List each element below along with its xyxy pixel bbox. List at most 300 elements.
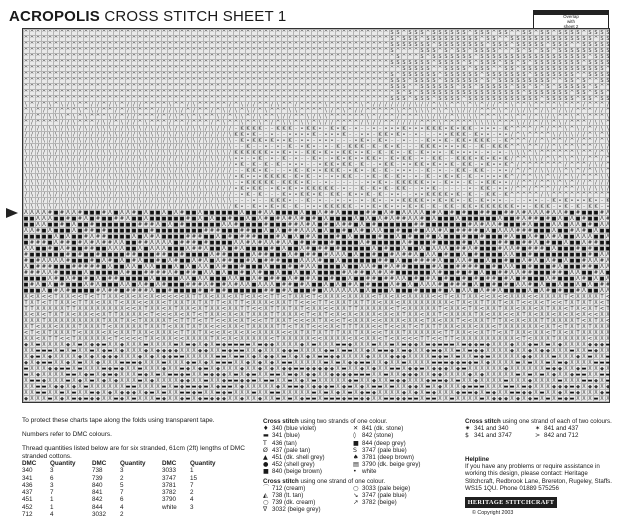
stitch-symbol: ^ — [78, 54, 82, 60]
stitch-symbol: ■ — [420, 234, 425, 240]
stitch-symbol: \ — [109, 186, 111, 192]
stitch-symbol: - — [271, 144, 273, 150]
stitch-symbol: / — [109, 168, 111, 174]
stitch-symbol: S — [564, 42, 567, 48]
stitch-symbol: / — [139, 192, 141, 198]
stitch-symbol: S — [414, 72, 417, 78]
stitch-symbol: < — [198, 318, 202, 324]
stitch-symbol: K — [282, 204, 286, 210]
stitch-symbol: K — [246, 144, 250, 150]
stitch-symbol: Λ — [396, 258, 400, 264]
stitch-symbol: ^ — [546, 102, 550, 108]
stitch-symbol: \ — [43, 204, 45, 210]
stitch-symbol: / — [595, 144, 597, 150]
stitch-symbol: ^ — [606, 156, 610, 162]
stitch-symbol: \ — [241, 120, 243, 126]
stitch-symbol: X — [108, 294, 112, 300]
stitch-symbol: • — [379, 204, 382, 210]
stitch-symbol: ^ — [300, 84, 304, 90]
stitch-symbol: / — [181, 198, 183, 204]
stitch-symbol: < — [36, 324, 40, 330]
stitch-symbol: ^ — [246, 48, 250, 54]
stitch-symbol: ■ — [366, 270, 371, 276]
stitch-symbol: Λ — [150, 240, 154, 246]
stitch-symbol: ■ — [330, 216, 335, 222]
stitch-symbol: K — [324, 186, 328, 192]
stitch-symbol: ^ — [504, 114, 508, 120]
stitch-symbol: ^ — [588, 192, 592, 198]
stitch-symbol: • — [475, 204, 478, 210]
stitch-symbol: S — [426, 72, 429, 78]
stitch-symbol: ^ — [306, 72, 310, 78]
stitch-symbol: T — [323, 312, 328, 318]
stitch-symbol: \ — [55, 126, 57, 132]
stitch-symbol: ^ — [264, 90, 268, 96]
stitch-symbol: X — [432, 306, 436, 312]
stitch-symbol: ■ — [282, 252, 287, 258]
stitch-symbol: ■ — [102, 270, 107, 276]
stitch-symbol: Λ — [348, 270, 352, 276]
stitch-symbol: # — [324, 210, 328, 216]
stitch-symbol: < — [456, 324, 460, 330]
stitch-symbol: / — [583, 168, 585, 174]
stitch-symbol: ■ — [174, 282, 179, 288]
stitch-symbol: \ — [223, 138, 225, 144]
stitch-symbol: K — [264, 162, 268, 168]
stitch-symbol: ■ — [174, 228, 179, 234]
stitch-symbol: Λ — [264, 210, 268, 216]
stitch-symbol: / — [427, 102, 429, 108]
stitch-symbol: ^ — [108, 30, 112, 36]
stitch-symbol: ■ — [246, 264, 251, 270]
stitch-symbol: < — [330, 312, 334, 318]
stitch-symbol: ■ — [492, 210, 497, 216]
stitch-symbol: ^ — [138, 120, 142, 126]
stitch-symbol: ^ — [264, 102, 268, 108]
stitch-symbol: Λ — [138, 258, 142, 264]
stitch-symbol: Λ — [42, 258, 46, 264]
stitch-symbol: ■ — [420, 288, 425, 294]
stitch-symbol: X — [522, 306, 526, 312]
stitch-symbol: S — [510, 60, 513, 66]
stitch-symbol: ^ — [510, 192, 514, 198]
stitch-symbol: ^ — [36, 84, 40, 90]
stitch-symbol: ^ — [234, 120, 238, 126]
stitch-symbol: Λ — [204, 282, 208, 288]
stitch-symbol: \ — [139, 156, 141, 162]
stitch-symbol: # — [492, 282, 496, 288]
stitch-symbol: T — [317, 300, 322, 306]
stitch-symbol: < — [336, 324, 340, 330]
stitch-symbol: ■ — [30, 276, 35, 282]
stitch-symbol: ■ — [324, 240, 329, 246]
stitch-symbol: S — [570, 84, 573, 90]
stitch-symbol: Λ — [492, 222, 496, 228]
stitch-symbol: • — [415, 192, 418, 198]
stitch-symbol: ^ — [546, 162, 550, 168]
stitch-symbol: Λ — [534, 210, 538, 216]
stitch-symbol: ^ — [156, 84, 160, 90]
stitch-symbol: \ — [343, 108, 345, 114]
stitch-symbol: # — [426, 258, 430, 264]
stitch-symbol: Λ — [36, 210, 40, 216]
stitch-symbol: # — [546, 288, 550, 294]
stitch-symbol: Λ — [162, 240, 166, 246]
stitch-symbol: X — [270, 324, 274, 330]
stitch-symbol: < — [174, 330, 178, 336]
stitch-symbol: ^ — [36, 30, 40, 36]
stitch-symbol: ^ — [300, 78, 304, 84]
stitch-symbol: \ — [193, 144, 195, 150]
stitch-symbol: # — [396, 282, 400, 288]
stitch-symbol: ■ — [456, 276, 461, 282]
stitch-symbol: ^ — [108, 78, 112, 84]
stitch-symbol: ^ — [204, 78, 208, 84]
stitch-symbol: ^ — [114, 54, 118, 60]
stitch-symbol: X — [492, 306, 496, 312]
stitch-symbol: \ — [565, 156, 567, 162]
stitch-symbol: ■ — [456, 222, 461, 228]
stitch-symbol: / — [211, 174, 213, 180]
stitch-symbol: ■ — [354, 264, 359, 270]
stitch-symbol: ^ — [216, 96, 220, 102]
stitch-symbol: Λ — [606, 264, 610, 270]
stitch-symbol: • — [445, 144, 448, 150]
stitch-symbol: ■ — [396, 246, 401, 252]
stitch-symbol: - — [439, 186, 441, 192]
stitch-symbol: Λ — [66, 276, 70, 282]
stitch-symbol: ^ — [330, 78, 334, 84]
stitch-symbol: Λ — [600, 270, 604, 276]
stitch-symbol: Λ — [156, 240, 160, 246]
stitch-symbol: ^ — [210, 30, 214, 36]
stitch-symbol: < — [582, 318, 586, 324]
stitch-symbol: K — [300, 192, 304, 198]
stitch-symbol: < — [552, 312, 556, 318]
stitch-symbol: ■ — [534, 270, 539, 276]
stitch-symbol: ■ — [498, 210, 503, 216]
stitch-symbol: K — [306, 168, 310, 174]
stitch-symbol: ■ — [138, 216, 143, 222]
stitch-symbol: \ — [217, 198, 219, 204]
stitch-symbol: X — [216, 312, 220, 318]
stitch-symbol: K — [468, 174, 472, 180]
stitch-symbol: ^ — [228, 66, 232, 72]
stitch-symbol: ^ — [540, 186, 544, 192]
stitch-symbol: \ — [553, 180, 555, 186]
stitch-symbol: ■ — [546, 228, 551, 234]
stitch-symbol: ^ — [60, 108, 64, 114]
stitch-symbol: • — [277, 138, 280, 144]
stitch-symbol: ^ — [126, 30, 130, 36]
stitch-symbol: • — [235, 174, 238, 180]
stitch-symbol: ^ — [216, 78, 220, 84]
stitch-symbol: • — [325, 132, 328, 138]
stitch-symbol: K — [342, 162, 346, 168]
stitch-symbol: X — [540, 294, 544, 300]
stitch-symbol: \ — [595, 162, 597, 168]
stitch-symbol: ^ — [336, 108, 340, 114]
stitch-symbol: ^ — [222, 60, 226, 66]
stitch-symbol: ■ — [546, 246, 551, 252]
stitch-symbol: K — [480, 156, 484, 162]
stitch-symbol: ■ — [234, 288, 239, 294]
stitch-symbol: / — [361, 120, 363, 126]
stitch-symbol: ^ — [42, 84, 46, 90]
stitch-symbol: ^ — [402, 114, 406, 120]
stitch-symbol: / — [529, 138, 531, 144]
stitch-symbol: # — [114, 216, 118, 222]
stitch-symbol: Λ — [42, 210, 46, 216]
stitch-symbol: # — [138, 288, 142, 294]
stitch-symbol: S — [588, 48, 591, 54]
stitch-symbol: - — [379, 144, 381, 150]
stitch-symbol: S — [546, 96, 549, 102]
stitch-symbol: < — [546, 330, 550, 336]
stitch-symbol: T — [605, 306, 610, 312]
stitch-symbol: S — [600, 60, 603, 66]
stitch-symbol: ■ — [384, 222, 389, 228]
stitch-symbol: T — [275, 306, 280, 312]
stitch-symbol: \ — [169, 168, 171, 174]
stitch-symbol: ^ — [300, 108, 304, 114]
stitch-symbol: Λ — [552, 222, 556, 228]
stitch-symbol: ■ — [78, 288, 83, 294]
stitch-symbol: X — [66, 330, 70, 336]
stitch-symbol: # — [552, 258, 556, 264]
stitch-symbol: ^ — [294, 42, 298, 48]
stitch-symbol: ^ — [306, 66, 310, 72]
stitch-symbol: • — [331, 132, 334, 138]
stitch-symbol: X — [384, 318, 388, 324]
stitch-symbol: X — [126, 312, 130, 318]
stitch-symbol: • — [289, 198, 292, 204]
stitch-symbol: ^ — [606, 192, 610, 198]
stitch-symbol: ^ — [276, 108, 280, 114]
stitch-symbol: X — [24, 324, 28, 330]
stitch-symbol: ^ — [288, 90, 292, 96]
stitch-symbol: T — [455, 300, 460, 306]
stitch-symbol: ^ — [558, 126, 562, 132]
stitch-symbol: - — [343, 168, 345, 174]
stitch-symbol: X — [246, 330, 250, 336]
stitch-symbol: / — [31, 120, 33, 126]
stitch-symbol: Λ — [150, 276, 154, 282]
stitch-symbol: ^ — [342, 78, 346, 84]
stitch-symbol: Λ — [486, 228, 490, 234]
stitch-symbol: S — [492, 90, 495, 96]
stitch-symbol: ■ — [438, 252, 443, 258]
stitch-symbol: # — [78, 252, 82, 258]
stitch-symbol: S — [588, 60, 591, 66]
stitch-symbol: ^ — [282, 42, 286, 48]
stitch-symbol: \ — [607, 132, 609, 138]
stitch-symbol: ^ — [246, 66, 250, 72]
stitch-symbol: ■ — [348, 264, 353, 270]
stitch-symbol: ■ — [600, 276, 605, 282]
stitch-symbol: ■ — [336, 264, 341, 270]
stitch-symbol: ^ — [294, 84, 298, 90]
stitch-symbol: ■ — [72, 240, 77, 246]
stitch-symbol: # — [522, 210, 526, 216]
stitch-symbol: # — [600, 258, 604, 264]
stitch-symbol: X — [540, 330, 544, 336]
stitch-symbol: ^ — [564, 168, 568, 174]
stitch-symbol: / — [61, 120, 63, 126]
stitch-symbol: ■ — [498, 282, 503, 288]
stitch-symbol: S — [456, 48, 459, 54]
stitch-symbol: ^ — [444, 120, 448, 126]
stitch-symbol: # — [258, 210, 262, 216]
stitch-symbol: ^ — [468, 102, 472, 108]
stitch-symbol: / — [115, 126, 117, 132]
stitch-symbol: - — [331, 180, 333, 186]
stitch-symbol: \ — [199, 114, 201, 120]
stitch-symbol: ^ — [162, 60, 166, 66]
stitch-symbol: S — [552, 54, 555, 60]
stitch-symbol: ■ — [318, 282, 323, 288]
stitch-symbol: S — [516, 72, 519, 78]
stitch-symbol: ^ — [258, 78, 262, 84]
stitch-symbol: < — [216, 330, 220, 336]
stitch-symbol: ^ — [294, 66, 298, 72]
stitch-symbol: / — [223, 144, 225, 150]
stitch-symbol: < — [48, 294, 52, 300]
stitch-symbol: ^ — [546, 42, 550, 48]
stitch-symbol: X — [600, 324, 604, 330]
stitch-symbol: X — [504, 318, 508, 324]
stitch-symbol: • — [277, 204, 280, 210]
stitch-symbol: \ — [601, 120, 603, 126]
stitch-symbol: Λ — [438, 234, 442, 240]
stitch-symbol: ^ — [114, 120, 118, 126]
stitch-symbol: # — [24, 252, 28, 258]
stitch-symbol: < — [42, 312, 46, 318]
stitch-symbol: ^ — [594, 192, 598, 198]
stitch-symbol: • — [385, 138, 388, 144]
stitch-symbol: / — [103, 156, 105, 162]
stitch-symbol: ^ — [306, 36, 310, 42]
stitch-symbol: • — [499, 156, 502, 162]
stitch-symbol: - — [283, 132, 285, 138]
stitch-symbol: S — [606, 36, 609, 42]
stitch-symbol: S — [582, 78, 585, 84]
stitch-symbol: / — [379, 102, 381, 108]
stitch-symbol: # — [258, 240, 262, 246]
stitch-symbol: ■ — [78, 276, 83, 282]
stitch-symbol: / — [535, 168, 537, 174]
stitch-symbol: ^ — [132, 90, 136, 96]
stitch-symbol: ■ — [144, 252, 149, 258]
stitch-symbol: ^ — [102, 108, 106, 114]
stitch-symbol: K — [420, 144, 424, 150]
stitch-symbol: S — [528, 78, 531, 84]
stitch-symbol: \ — [181, 168, 183, 174]
stitch-symbol: ^ — [330, 30, 334, 36]
stitch-symbol: ^ — [252, 66, 256, 72]
stitch-symbol: \ — [61, 150, 63, 156]
stitch-symbol: • — [355, 156, 358, 162]
stitch-symbol: ^ — [582, 192, 586, 198]
stitch-symbol: X — [54, 330, 58, 336]
stitch-symbol: ^ — [384, 48, 388, 54]
stitch-symbol: S — [450, 90, 453, 96]
stitch-symbol: Λ — [414, 216, 418, 222]
stitch-symbol: \ — [49, 186, 51, 192]
stitch-symbol: S — [486, 78, 489, 84]
stitch-symbol: • — [493, 198, 496, 204]
stitch-symbol: ^ — [258, 108, 262, 114]
stitch-symbol: ■ — [384, 240, 389, 246]
stitch-symbol: • — [361, 198, 364, 204]
stitch-symbol: K — [342, 132, 346, 138]
stitch-symbol: ^ — [258, 90, 262, 96]
stitch-symbol: ^ — [90, 36, 94, 42]
stitch-symbol: ^ — [54, 90, 58, 96]
stitch-symbol: / — [103, 168, 105, 174]
stitch-symbol: K — [504, 192, 508, 198]
stitch-symbol: X — [582, 294, 586, 300]
stitch-symbol: ■ — [144, 258, 149, 264]
stitch-symbol: ^ — [264, 42, 268, 48]
stitch-symbol: \ — [61, 204, 63, 210]
stitch-symbol: ^ — [552, 78, 556, 84]
stitch-symbol: ^ — [540, 126, 544, 132]
stitch-symbol: K — [480, 186, 484, 192]
stitch-symbol: / — [547, 126, 549, 132]
stitch-symbol: # — [528, 240, 532, 246]
stitch-symbol: • — [493, 126, 496, 132]
stitch-symbol: # — [588, 222, 592, 228]
stitch-symbol: - — [547, 198, 549, 204]
stitch-symbol: ^ — [270, 78, 274, 84]
stitch-symbol: ■ — [288, 210, 293, 216]
stitch-symbol: / — [205, 174, 207, 180]
title-sheet-label: CROSS STITCH SHEET 1 — [104, 8, 286, 25]
stitch-symbol: ^ — [528, 60, 532, 66]
stitch-symbol: • — [253, 174, 256, 180]
stitch-symbol: ■ — [276, 210, 281, 216]
stitch-symbol: \ — [97, 162, 99, 168]
stitch-symbol: S — [570, 30, 573, 36]
stitch-symbol: S — [582, 90, 585, 96]
stitch-symbol: \ — [325, 108, 327, 114]
stitch-symbol: ^ — [276, 36, 280, 42]
stitch-symbol: / — [85, 138, 87, 144]
stitch-symbol: ^ — [294, 36, 298, 42]
stitch-symbol: Λ — [216, 258, 220, 264]
stitch-symbol: K — [336, 204, 340, 210]
stitch-symbol: ^ — [384, 84, 388, 90]
stitch-symbol: / — [511, 156, 513, 162]
stitch-symbol: • — [457, 150, 460, 156]
stitch-symbol: ■ — [432, 234, 437, 240]
stitch-symbol: ^ — [270, 108, 274, 114]
stitch-symbol: ■ — [60, 270, 65, 276]
stitch-symbol: X — [528, 306, 532, 312]
stitch-symbol: \ — [241, 114, 243, 120]
stitch-symbol: X — [354, 318, 358, 324]
stitch-symbol: X — [168, 306, 172, 312]
stitch-symbol: K — [552, 198, 556, 204]
stitch-symbol: ^ — [150, 54, 154, 60]
stitch-symbol: / — [229, 174, 231, 180]
stitch-symbol: # — [588, 252, 592, 258]
stitch-symbol: ^ — [360, 96, 364, 102]
stitch-symbol: S — [606, 42, 609, 48]
stitch-symbol: ^ — [120, 102, 124, 108]
stitch-symbol: T — [53, 300, 58, 306]
